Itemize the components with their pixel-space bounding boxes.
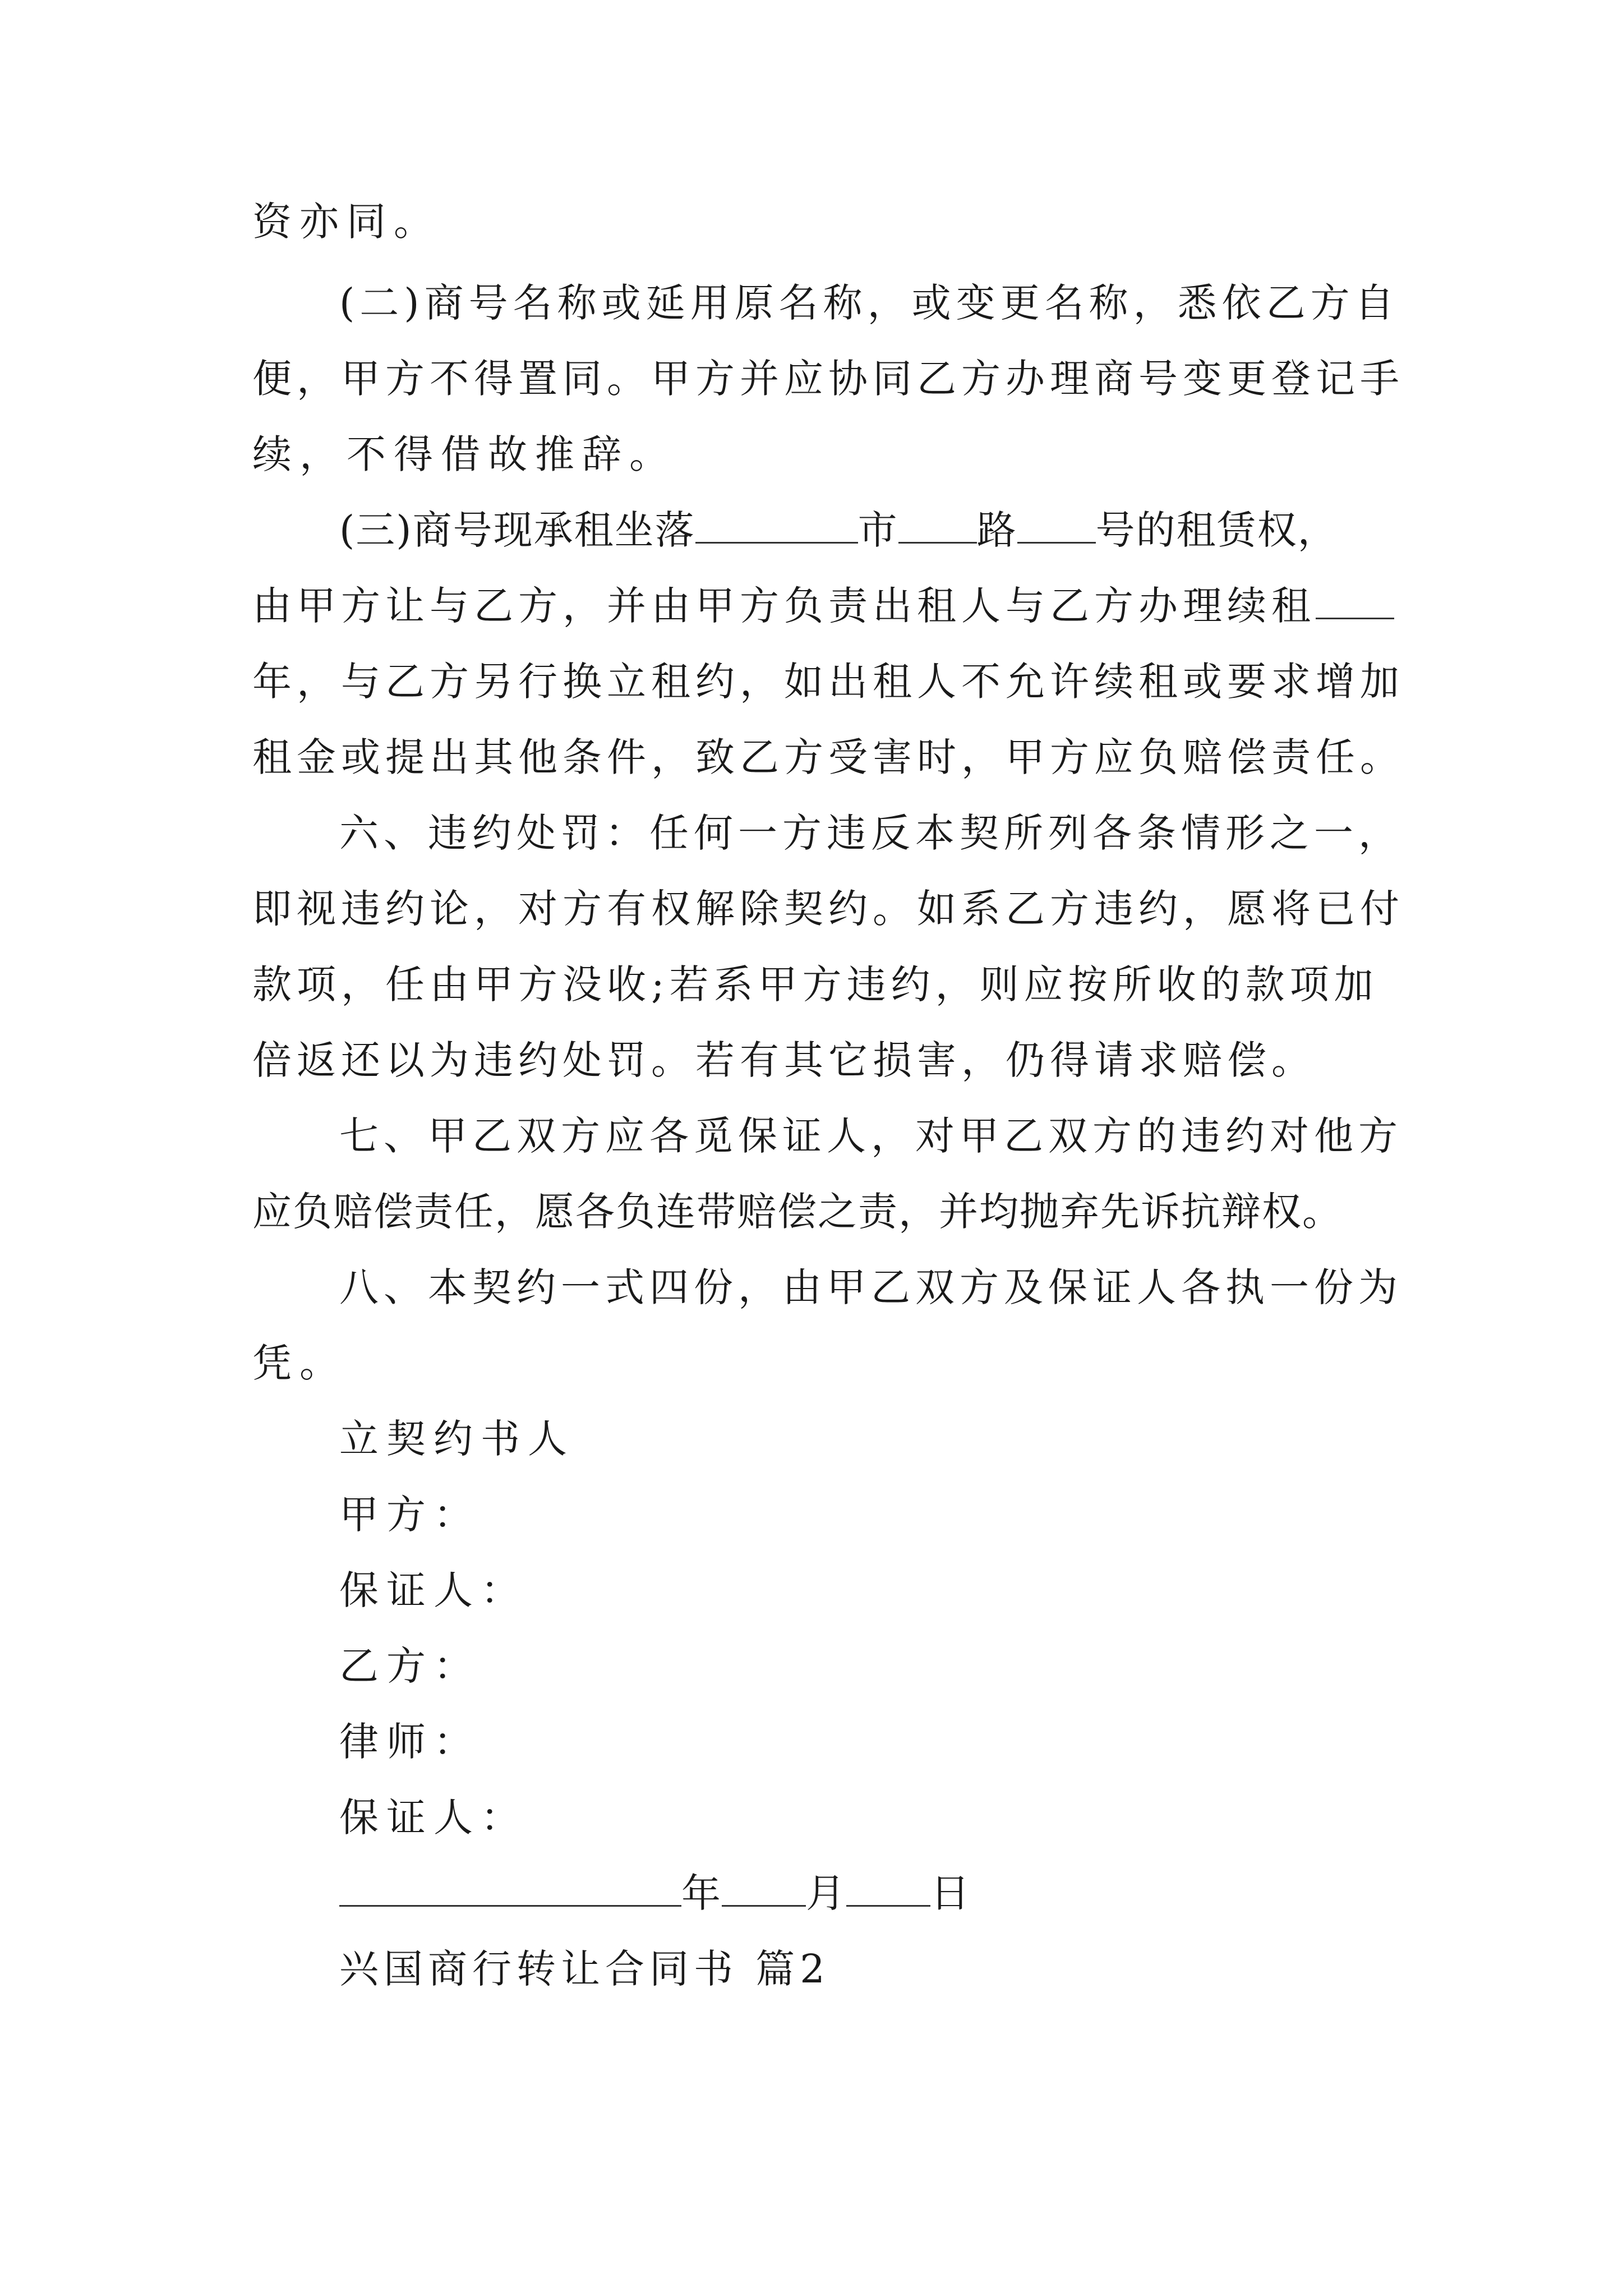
clause-6-line-2: 即视违约论，对方有权解除契约。如系乙方违约，愿将已付 [252,886,1404,932]
clause-3-text-c: 由甲方让与乙方，并由甲方负责出租人与乙方办理续租 [252,583,1316,629]
clause-6-line-3: 款项，任由甲方没收;若系甲方违约，则应按所收的款项加 [252,961,1378,1007]
month-blank [722,1870,806,1907]
date-blank [339,1870,681,1907]
road-blank [898,507,977,544]
renewal-years-blank [1316,583,1394,619]
clause-8-line-1: 八、本契约一式四份，由甲乙双方及保证人各执一份为 [339,1264,1403,1310]
clause-7-line-1: 七、甲乙双方应各觅保证人，对甲乙双方的违约对他方 [339,1113,1403,1159]
clause-2-line-1: (二)商号名称或延用原名称，或变更名称，悉依乙方自 [339,280,1399,326]
day-label: 日 [930,1870,971,1916]
clause-2-line-2: 便，甲方不得置同。甲方并应协同乙方办理商号变更登记手 [252,356,1404,402]
clause-7-line-2: 应负赔偿责任，愿各负连带赔偿之责，并均抛弃先诉抗辩权。 [252,1189,1343,1235]
paragraph-line: 资亦同。 [252,199,441,245]
next-section-title: 兴国商行转让合同书 篇2 [339,1946,830,1992]
number-blank [1017,507,1096,544]
lawyer-label: 律师： [339,1719,481,1765]
clause-3-line-2 [252,578,1391,634]
party-b-label: 乙方： [339,1643,481,1689]
guarantor-b-label: 保证人： [339,1795,528,1841]
clause-3-line-1 [339,502,1391,558]
clause-3-line-4: 租金或提出其他条件，致乙方受害时，甲方应负赔偿责任。 [252,734,1404,780]
date-line [339,1865,1391,1921]
guarantor-a-label: 保证人： [339,1567,528,1613]
clause-3-text-a: (三)商号现承租坐落 [339,507,695,553]
location-blank [695,507,858,544]
clause-8-line-2: 凭。 [252,1340,347,1386]
clause-2-line-3: 续，不得借故推辞。 [252,431,676,477]
clause-3-text-b: 号的租赁权， [1095,507,1338,553]
year-label: 年 [681,1870,722,1916]
clause-6-line-1: 六、违约处罚：任何一方违反本契所列各条情形之一， [339,810,1403,856]
clause-3-text-road: 路 [976,507,1017,553]
clause-6-line-4: 倍返还以为违约处罚。若有其它损害，仍得请求赔偿。 [252,1037,1316,1083]
month-label: 月 [806,1870,846,1916]
party-a-label: 甲方： [339,1492,481,1538]
day-blank [846,1870,930,1907]
signature-heading: 立契约书人 [339,1416,575,1462]
clause-3-line-3: 年，与乙方另行换立租约，如出租人不允许续租或要求增加 [252,659,1404,705]
clause-3-text-city: 市 [857,507,898,553]
